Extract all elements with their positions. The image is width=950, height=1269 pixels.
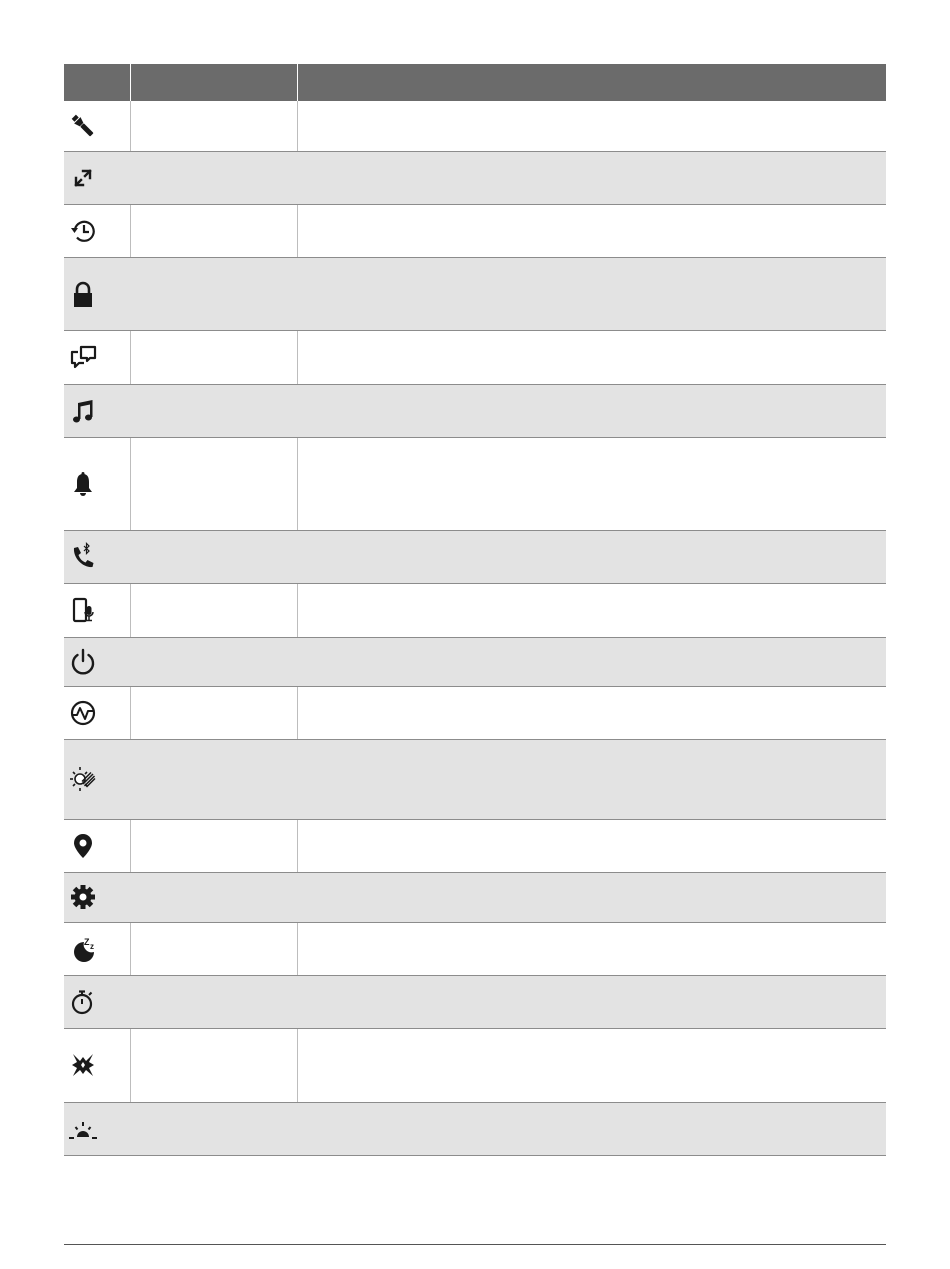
icon-cell	[64, 437, 130, 530]
table-row	[64, 819, 886, 872]
bluetooth-phone-icon	[68, 542, 98, 572]
header-icon-column	[64, 64, 130, 101]
sleep-moon-icon	[68, 934, 98, 964]
table-row	[64, 437, 886, 530]
description-cell	[297, 686, 886, 739]
header-name-column	[130, 64, 297, 101]
description-cell	[297, 1028, 886, 1102]
description-cell	[297, 101, 886, 151]
icon-cell	[64, 384, 130, 437]
solar-icon	[68, 764, 98, 794]
table-row	[64, 975, 886, 1028]
table-row	[64, 151, 886, 204]
table-row	[64, 384, 886, 437]
description-cell	[130, 872, 886, 922]
icon-cell	[64, 922, 130, 975]
name-cell	[130, 437, 297, 530]
name-cell	[130, 922, 297, 975]
power-icon	[68, 647, 98, 677]
icon-cell	[64, 819, 130, 872]
name-cell	[130, 1028, 297, 1102]
sunrise-icon	[68, 1114, 98, 1144]
icon-cell	[64, 530, 130, 583]
table-row	[64, 583, 886, 637]
table-row	[64, 101, 886, 151]
icon-cell	[64, 1102, 130, 1155]
history-clock-icon	[68, 216, 98, 246]
resize-arrows-icon	[68, 163, 98, 193]
stopwatch-icon	[68, 987, 98, 1017]
description-cell	[130, 637, 886, 686]
starburst-icon	[68, 1050, 98, 1080]
description-cell	[130, 530, 886, 583]
name-cell	[130, 686, 297, 739]
icon-cell	[64, 1028, 130, 1102]
table-row	[64, 922, 886, 975]
table-row	[64, 872, 886, 922]
description-cell	[297, 819, 886, 872]
music-note-icon	[68, 396, 98, 426]
table-row	[64, 530, 886, 583]
description-cell	[130, 1102, 886, 1155]
table-row	[64, 330, 886, 384]
icon-cell	[64, 151, 130, 204]
table-row	[64, 637, 886, 686]
svg-text:Z: Z	[84, 936, 90, 947]
svg-text:z: z	[90, 941, 94, 951]
table-row	[64, 739, 886, 819]
description-cell	[130, 257, 886, 330]
phone-microphone-icon	[68, 595, 98, 625]
table-row	[64, 1028, 886, 1102]
icon-cell	[64, 637, 130, 686]
icon-cell	[64, 686, 130, 739]
table-row	[64, 1102, 886, 1155]
description-cell	[130, 151, 886, 204]
description-cell	[297, 583, 886, 637]
icon-cell	[64, 739, 130, 819]
table-header-row	[64, 64, 886, 101]
description-cell	[130, 975, 886, 1028]
name-cell	[130, 204, 297, 257]
bell-icon	[68, 469, 98, 499]
description-cell	[297, 330, 886, 384]
icon-cell	[64, 330, 130, 384]
table-row	[64, 257, 886, 330]
description-cell	[130, 384, 886, 437]
table-row	[64, 686, 886, 739]
icon-cell	[64, 257, 130, 330]
table-row	[64, 204, 886, 257]
name-cell	[130, 330, 297, 384]
controls-table	[64, 64, 886, 1156]
pulse-ox-icon	[68, 698, 98, 728]
icon-cell	[64, 583, 130, 637]
icon-cell	[64, 872, 130, 922]
description-cell	[297, 204, 886, 257]
icon-cell	[64, 975, 130, 1028]
messages-icon	[68, 342, 98, 372]
flashlight-icon	[68, 111, 98, 141]
location-pin-icon	[68, 831, 98, 861]
gear-icon	[68, 882, 98, 912]
description-cell	[297, 437, 886, 530]
description-cell	[130, 739, 886, 819]
name-cell	[130, 583, 297, 637]
icon-cell	[64, 204, 130, 257]
header-description-column	[297, 64, 886, 101]
lock-icon	[68, 279, 98, 309]
name-cell	[130, 819, 297, 872]
description-cell	[297, 922, 886, 975]
icon-cell	[64, 101, 130, 151]
footer-divider	[64, 1244, 886, 1245]
name-cell	[130, 101, 297, 151]
